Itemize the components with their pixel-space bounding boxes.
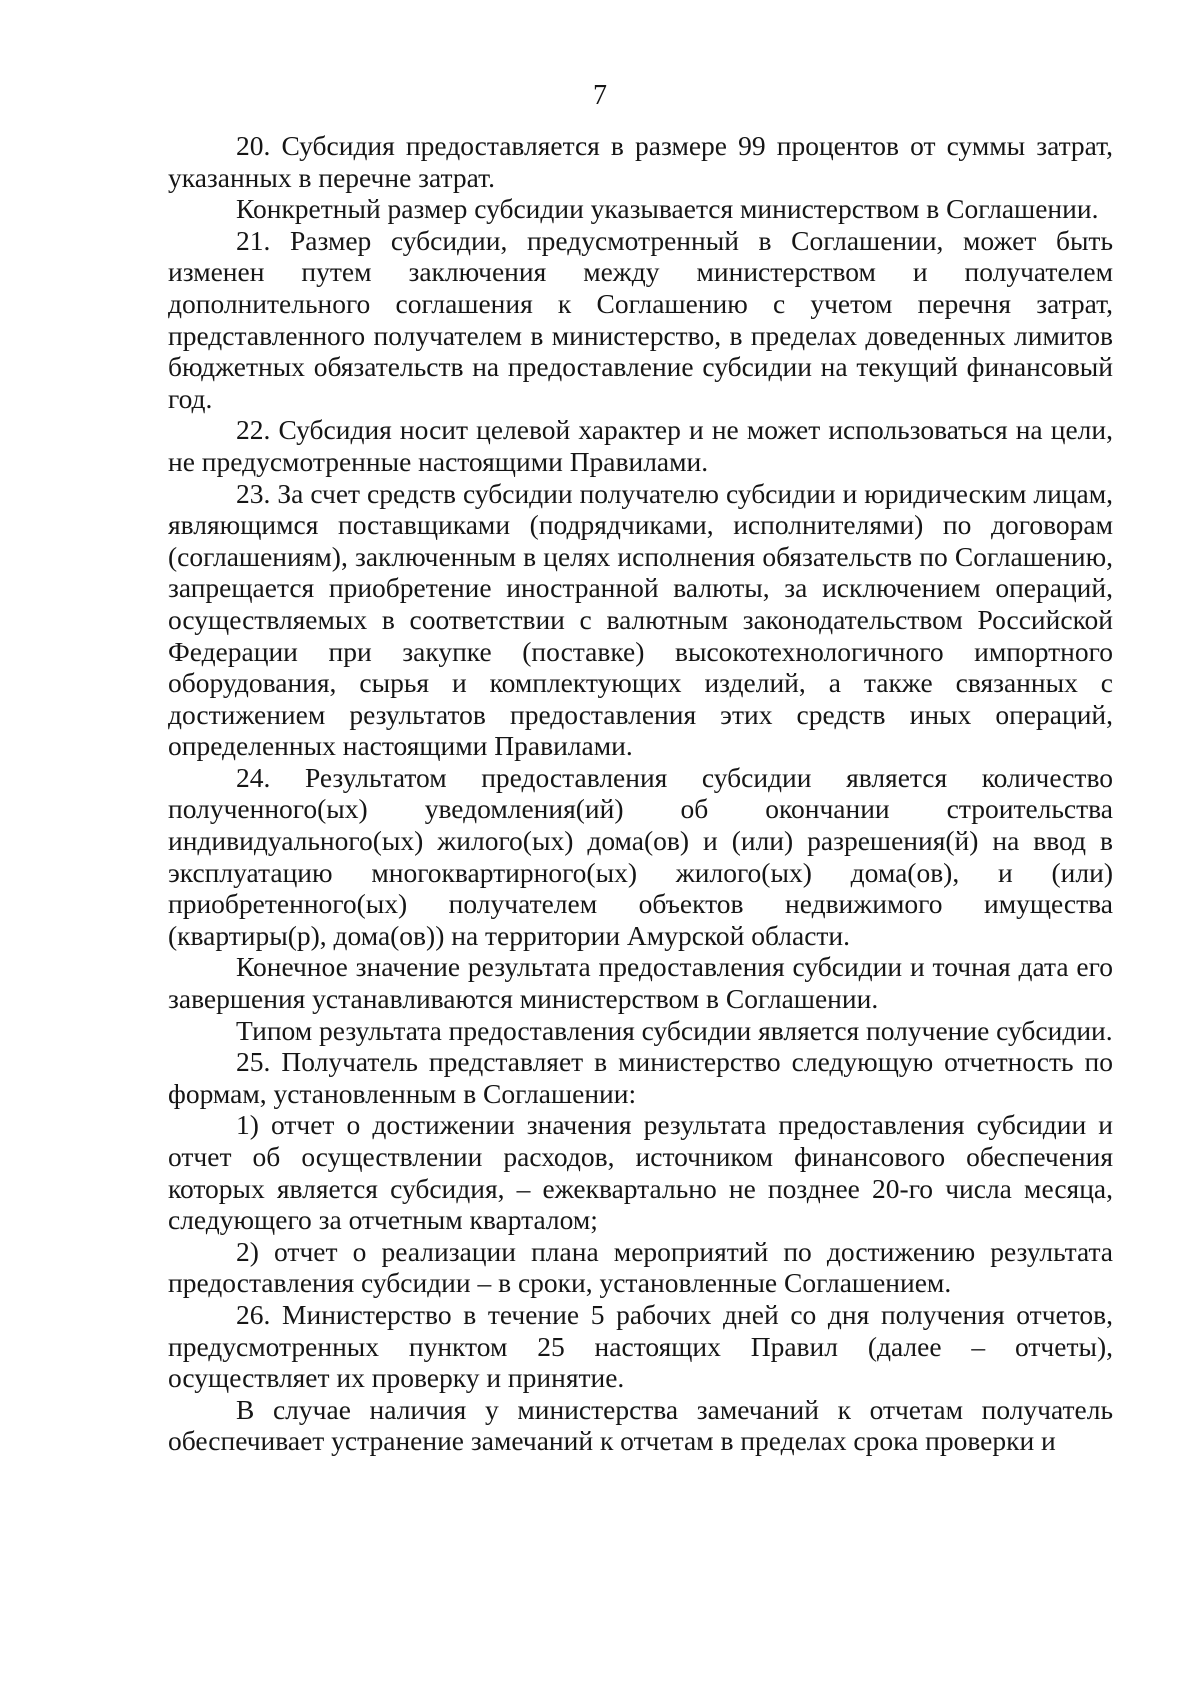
paragraph-25-item-1: 1) отчет о достижении значения результата предоставления субсидии и отчет об осуществлении расходов, источником финансового обеспечения которых является субсидия, – ежеквартально не позднее 20-го числа месяца, следующего за отчетным кварталом;: [168, 1109, 1113, 1236]
document-body: [168, 130, 1113, 1457]
paragraph-24: 24. Результатом предоставления субсидии является количество полученного(ых) уведомления(ий) об окончании строительства индивидуального(ых) жилого(ых) дома(ов) и (или) разрешения(й) на ввод в эксплуатацию многоквартирного(ых) жилого(ых) дома(ов), и (или) приобретенного(ых) получателем объектов недвижимого имущества (квартиры(р), дома(ов)) на территории Амурской области.: [168, 761, 1113, 951]
page-number: 7: [593, 80, 607, 111]
paragraph-20-continued: Конкретный размер субсидии указывается министерством в Соглашении.: [236, 193, 1099, 225]
paragraph-24-final-value: Конечное значение результата предоставления субсидии и точная дата его завершения устанавливаются министерством в Соглашении.: [168, 951, 1113, 1015]
paragraph-23: 23. За счет средств субсидии получателю субсидии и юридическим лицам, являющимся поставщиками (подрядчиками, исполнителями) по договорам (соглашениям), заключенным в целях исполнения обязательств по Соглашению, запрещается приобретение иностранной валюты, за исключением операций, осуществляемых в соответствии с валютным законодательством Российской Федерации при закупке (поставке) высокотехнологичного импортного оборудования, сырья и комплектующих изделий, а также связанных с достижением результатов предоставления этих средств иных операций, определенных настоящими Правилами.: [168, 477, 1113, 762]
paragraph-22: 22. Субсидия носит целевой характер и не может использоваться на цели, не предусмотренные настоящими Правилами.: [168, 414, 1113, 477]
paragraph-24-result-type: Типом результата предоставления субсидии является получение субсидии.: [236, 1014, 1113, 1046]
paragraph-26-remarks: В случае наличия у министерства замечаний к отчетам получатель обеспечивает устранение замечаний к отчетам в пределах срока проверки и: [168, 1393, 1113, 1457]
paragraph-25-item-2: 2) отчет о реализации плана мероприятий по достижению результата предоставления субсидии – в сроки, установленные Соглашением.: [168, 1235, 1113, 1299]
paragraph-25: 25. Получатель представляет в министерство следующую отчетность по формам, установленным в Соглашении:: [168, 1046, 1113, 1109]
paragraph-20: 20. Субсидия предоставляется в размере 99 процентов от суммы затрат, указанных в перечне затрат.: [168, 130, 1113, 193]
paragraph-26: 26. Министерство в течение 5 рабочих дней со дня получения отчетов, предусмотренных пунктом 25 настоящих Правил (далее – отчеты), осуществляет их проверку и принятие.: [168, 1298, 1113, 1394]
paragraph-21: 21. Размер субсидии, предусмотренный в Соглашении, может быть изменен путем заключения между министерством и получателем дополнительного соглашения к Соглашению с учетом перечня затрат, представленного получателем в министерство, в пределах доведенных лимитов бюджетных обязательств на предоставление субсидии на текущий финансовый год.: [168, 224, 1113, 414]
